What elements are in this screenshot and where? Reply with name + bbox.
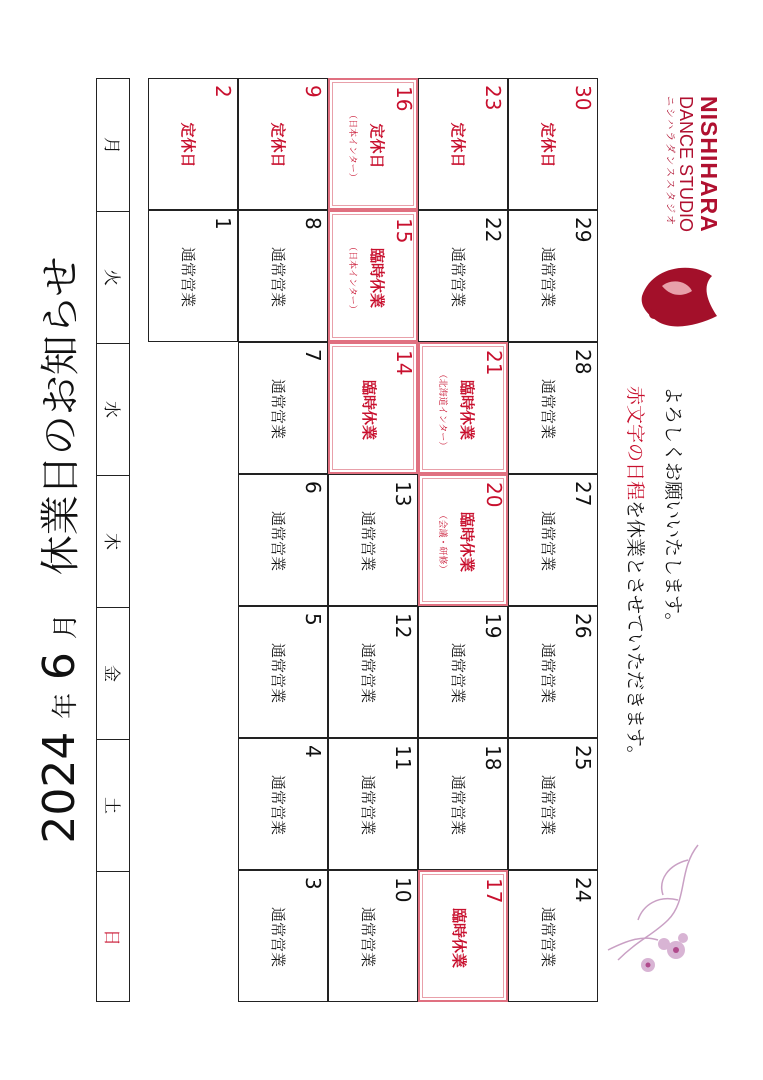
cell-content <box>509 607 597 739</box>
title-year-unit: 年 <box>51 692 81 719</box>
cell-content <box>239 211 327 343</box>
calendar-cell <box>238 342 328 474</box>
day-number: 5 <box>301 613 325 626</box>
day-number: 23 <box>481 85 505 111</box>
calendar-cell <box>238 474 328 606</box>
cell-content <box>329 607 417 739</box>
day-number: 1 <box>211 217 235 230</box>
day-note: （会議・研修） <box>437 510 447 574</box>
cell-content <box>149 79 237 211</box>
studio-logo <box>612 96 722 336</box>
calendar-cell <box>508 342 598 474</box>
day-number: 17 <box>482 878 506 904</box>
weekday-5 <box>97 739 129 871</box>
cell-content <box>419 79 507 211</box>
day-status: 通常営業 <box>539 510 557 571</box>
calendar-cell <box>238 210 328 342</box>
cell-content <box>239 607 327 739</box>
calendar-cell <box>508 474 598 606</box>
day-status: 通常営業 <box>179 246 197 307</box>
calendar-grid <box>148 78 598 1002</box>
page-title <box>30 160 90 940</box>
dancer-icon <box>632 256 722 336</box>
calendar-cell <box>328 870 418 1002</box>
cell-content <box>239 79 327 211</box>
cell-content <box>509 79 597 211</box>
cell-content <box>509 475 597 607</box>
weekday-header <box>96 78 130 1002</box>
day-number: 6 <box>301 481 325 494</box>
day-status: 通常営業 <box>359 906 377 967</box>
weekday-label: 水 <box>100 401 121 418</box>
calendar-cell <box>328 78 418 210</box>
title-month: 6 <box>34 652 85 681</box>
day-number: 22 <box>481 217 505 243</box>
logo-line-2: DANCE STUDIO <box>676 96 696 233</box>
day-status: 定休日 <box>539 122 557 168</box>
day-number: 10 <box>391 877 415 903</box>
day-number: 25 <box>571 745 595 771</box>
day-status: 通常営業 <box>269 510 287 571</box>
title-month-unit: 月 <box>51 613 81 640</box>
note-red-text: 赤文字の日程 <box>624 386 646 501</box>
weekday-0 <box>97 79 129 211</box>
cell-content <box>420 872 508 1004</box>
cell-content <box>329 475 417 607</box>
weekday-label: 金 <box>100 665 121 682</box>
logo-line-1: NISHIHARA <box>696 96 722 233</box>
day-status: 通常営業 <box>539 774 557 835</box>
calendar-cell <box>328 474 418 606</box>
day-number: 18 <box>481 745 505 771</box>
day-note: （北海道インター） <box>437 369 447 451</box>
calendar-cell <box>418 342 508 474</box>
calendar-cell <box>148 210 238 342</box>
day-status: 通常営業 <box>269 906 287 967</box>
day-number: 15 <box>392 218 416 244</box>
calendar-cell <box>418 210 508 342</box>
cell-content <box>239 343 327 475</box>
day-number: 19 <box>481 613 505 639</box>
cell-content <box>420 344 508 476</box>
cell-content <box>509 739 597 871</box>
calendar-cell <box>238 78 328 210</box>
weekday-3 <box>97 475 129 607</box>
cell-content <box>239 475 327 607</box>
cell-content <box>239 871 327 1003</box>
day-status: 臨時休業 <box>368 247 386 308</box>
day-status: 通常営業 <box>269 642 287 703</box>
calendar-cell <box>148 78 238 210</box>
logo-line-3: ニシハラダンススタジオ <box>664 96 675 227</box>
day-number: 7 <box>301 349 325 362</box>
calendar-cell <box>328 210 418 342</box>
note-rest-text: を休業とさせていただきます。 <box>624 500 646 765</box>
calendar-cell <box>418 870 508 1002</box>
day-number: 16 <box>392 86 416 112</box>
calendar-cell <box>508 210 598 342</box>
weekday-label: 木 <box>100 533 121 550</box>
day-number: 13 <box>391 481 415 507</box>
calendar-cell <box>508 738 598 870</box>
cell-content <box>239 739 327 871</box>
cell-content <box>509 871 597 1003</box>
calendar-cell <box>418 606 508 738</box>
weekday-label: 日 <box>100 929 121 946</box>
calendar-cell <box>238 606 328 738</box>
calendar-cell <box>508 78 598 210</box>
day-number: 21 <box>482 350 506 376</box>
weekday-4 <box>97 607 129 739</box>
day-number: 8 <box>301 217 325 230</box>
cell-content <box>419 211 507 343</box>
calendar-cell <box>418 78 508 210</box>
day-status: 通常営業 <box>449 246 467 307</box>
weekday-label: 月 <box>100 136 121 154</box>
note-line-2: よろしくお願いいたします。 <box>662 386 684 632</box>
title-heading: 休業日のお知らせ <box>38 256 84 576</box>
cell-content <box>509 343 597 475</box>
day-status: 通常営業 <box>449 774 467 835</box>
note-line-1 <box>623 386 650 765</box>
weekday-6 <box>97 871 129 1003</box>
title-year: 2024 <box>34 731 85 844</box>
day-number: 28 <box>571 349 595 375</box>
day-number: 12 <box>391 613 415 639</box>
day-number: 3 <box>301 877 325 890</box>
day-number: 26 <box>571 613 595 639</box>
day-number: 14 <box>392 350 416 376</box>
day-status: 臨時休業 <box>360 379 378 440</box>
day-note: （日本インター） <box>347 242 357 314</box>
day-status: 臨時休業 <box>458 379 476 440</box>
day-status: 定休日 <box>269 122 287 168</box>
day-number: 2 <box>211 85 235 98</box>
day-number: 30 <box>571 85 595 111</box>
day-note: （日本インター） <box>347 110 357 182</box>
calendar-cell <box>238 870 328 1002</box>
weekday-label: 土 <box>100 797 121 814</box>
day-status: 通常営業 <box>269 246 287 307</box>
day-status: 通常営業 <box>269 378 287 439</box>
day-number: 29 <box>571 217 595 243</box>
calendar-cell <box>238 738 328 870</box>
weekday-1 <box>97 211 129 343</box>
day-status: 通常営業 <box>359 774 377 835</box>
cell-content <box>329 871 417 1003</box>
calendar-cell <box>418 474 508 606</box>
calendar-cell <box>328 738 418 870</box>
day-status: 臨時休業 <box>450 907 468 968</box>
cell-content <box>329 739 417 871</box>
floral-ornament-icon <box>598 840 708 990</box>
day-status: 通常営業 <box>539 906 557 967</box>
day-number: 4 <box>301 745 325 758</box>
day-status: 通常営業 <box>539 378 557 439</box>
weekday-2 <box>97 343 129 475</box>
cell-content <box>419 607 507 739</box>
day-status: 臨時休業 <box>458 511 476 572</box>
day-number: 9 <box>301 85 325 98</box>
weekday-label: 火 <box>100 269 121 286</box>
day-status: 定休日 <box>179 122 197 168</box>
day-status: 定休日 <box>449 122 467 168</box>
calendar-cell <box>508 606 598 738</box>
day-number: 24 <box>571 877 595 903</box>
logo-text <box>662 96 722 233</box>
day-status: 通常営業 <box>359 642 377 703</box>
calendar-cell <box>328 342 418 474</box>
day-status: 通常営業 <box>359 510 377 571</box>
cell-content <box>330 344 418 476</box>
day-status: 通常営業 <box>269 774 287 835</box>
calendar-cell <box>328 606 418 738</box>
cell-content <box>420 476 508 608</box>
cell-content <box>330 80 418 212</box>
day-number: 27 <box>571 481 595 507</box>
day-status: 通常営業 <box>539 246 557 307</box>
calendar-cell <box>418 738 508 870</box>
day-status: 通常営業 <box>539 642 557 703</box>
cell-content <box>330 212 418 344</box>
cell-content <box>419 739 507 871</box>
day-status: 定休日 <box>368 123 386 169</box>
day-number: 20 <box>482 482 506 508</box>
day-status: 通常営業 <box>449 642 467 703</box>
cell-content <box>509 211 597 343</box>
calendar-cell <box>508 870 598 1002</box>
cell-content <box>149 211 237 343</box>
day-number: 11 <box>391 745 415 771</box>
